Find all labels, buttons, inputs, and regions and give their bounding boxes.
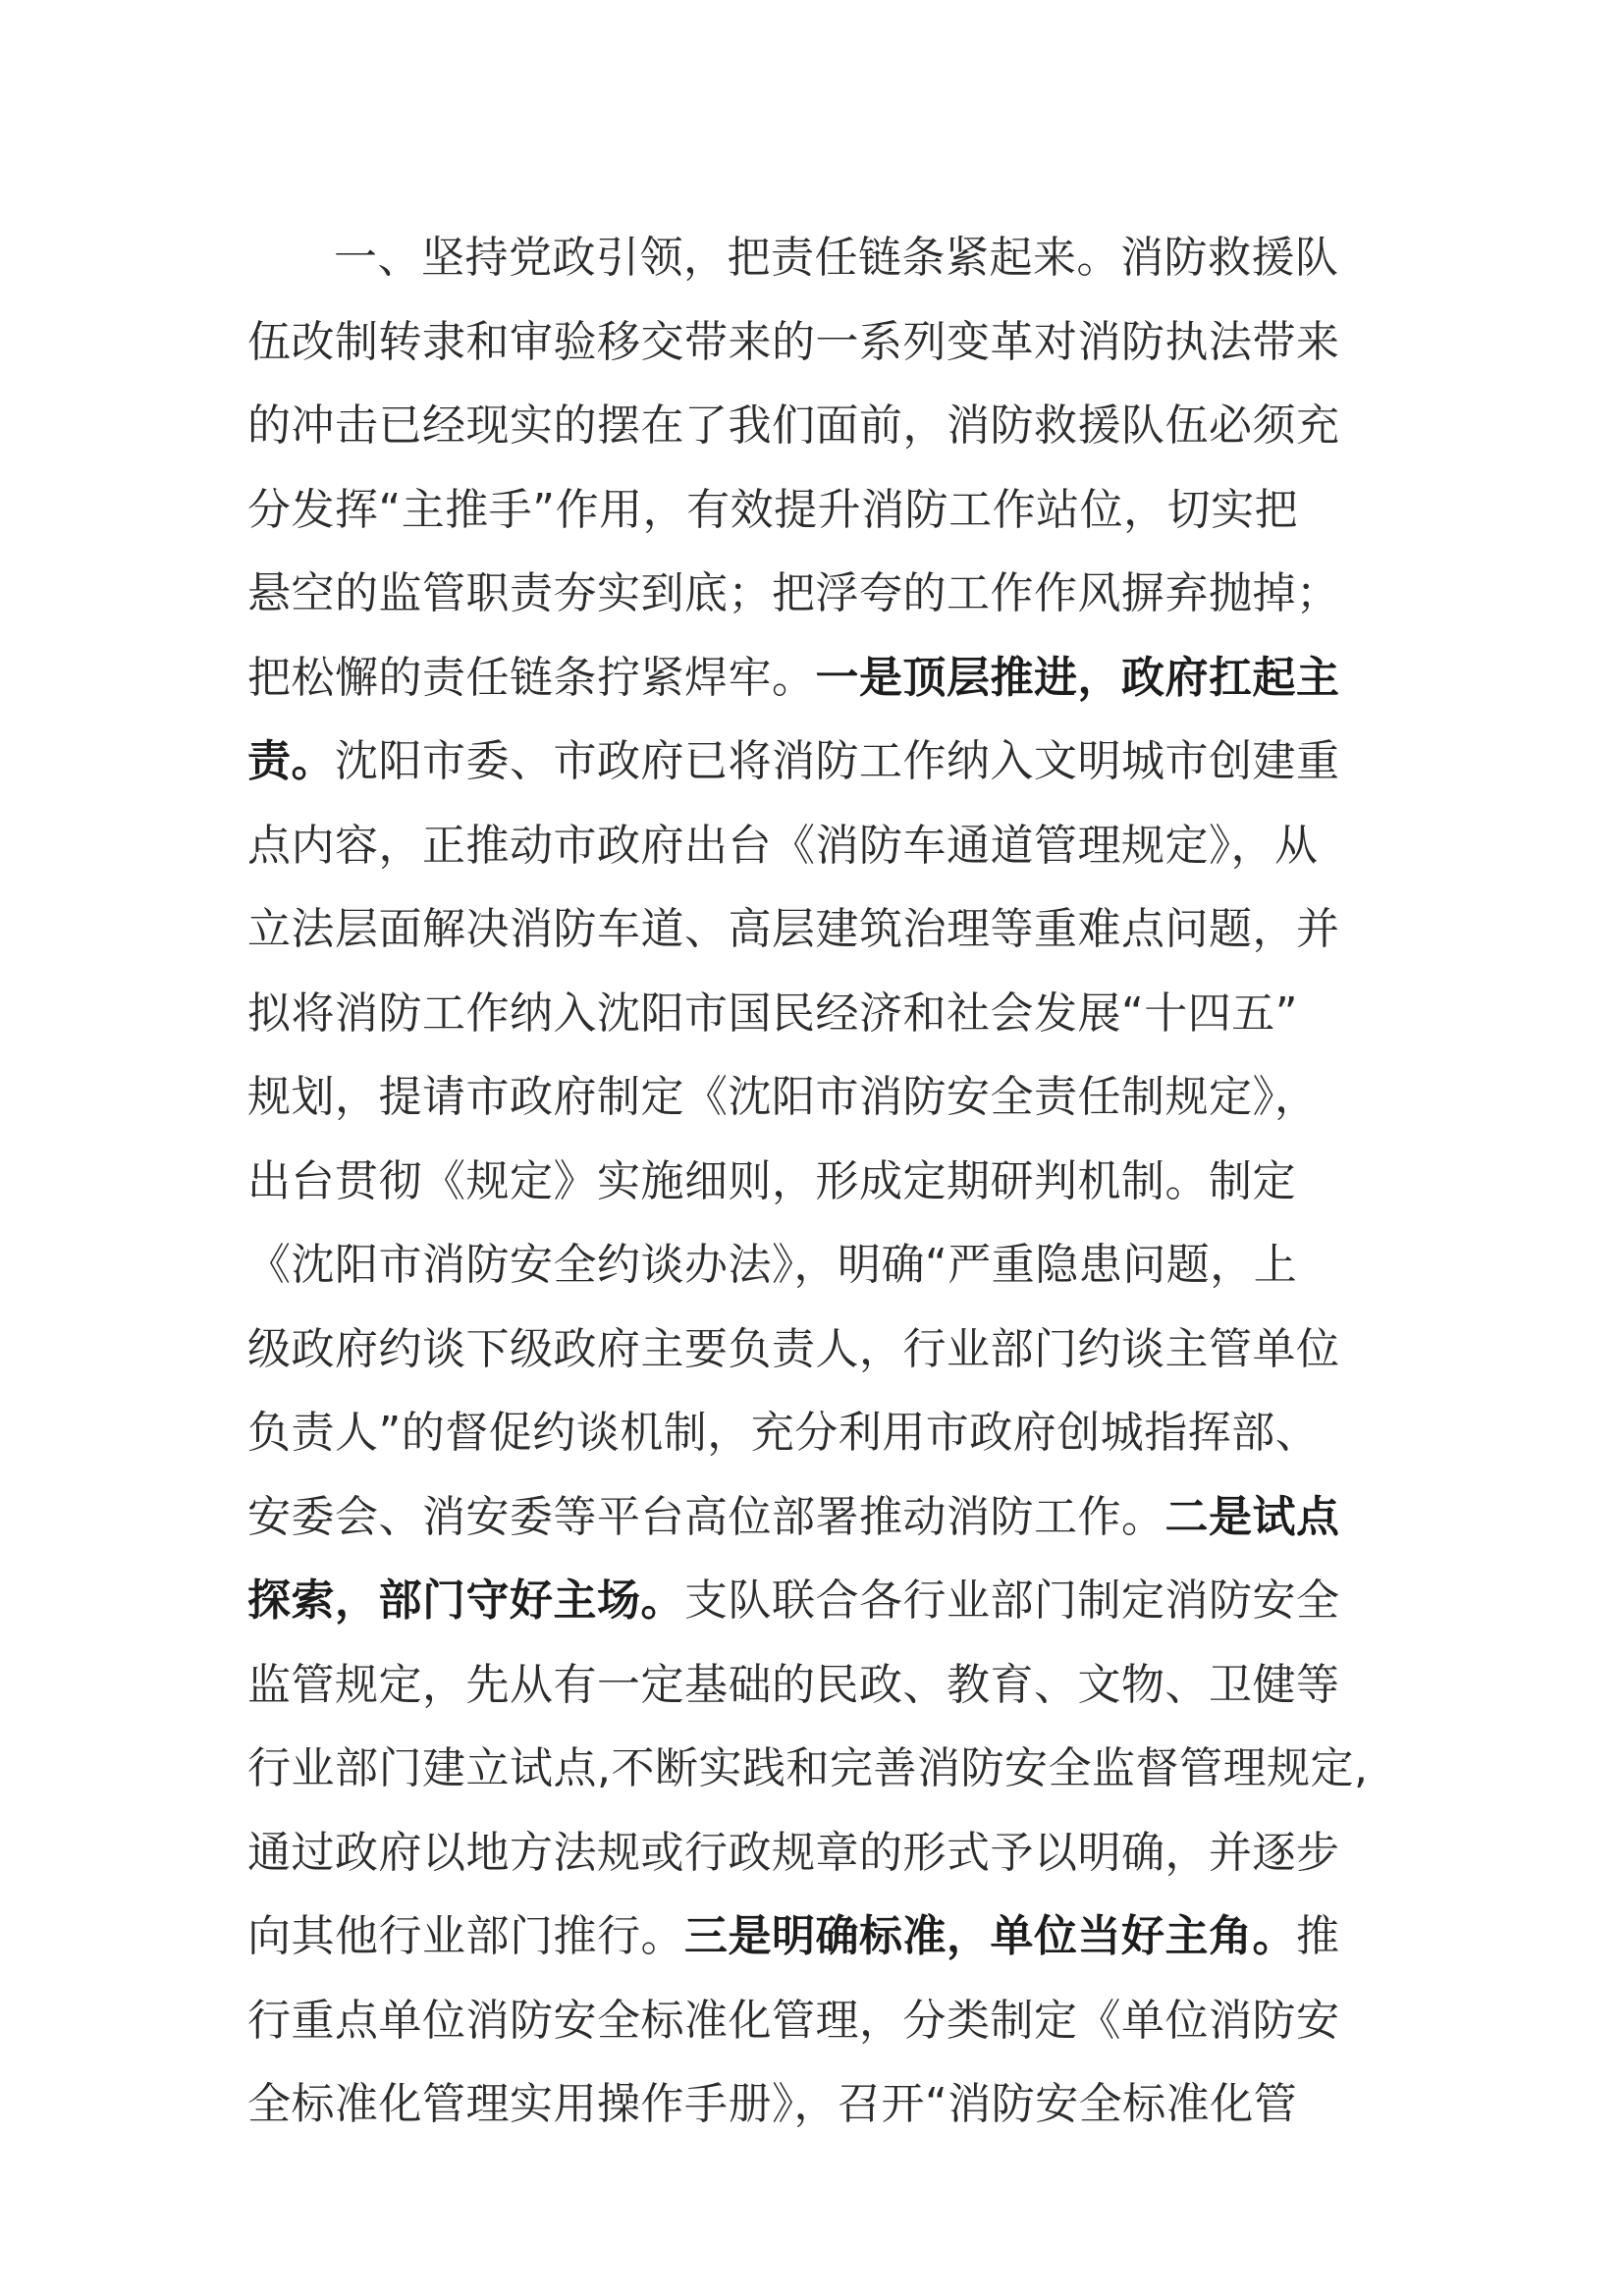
text-line <box>247 1643 1386 1728</box>
text-line <box>247 1559 1386 1643</box>
text-line <box>247 1140 1386 1224</box>
body-text: 沈阳市委、市政府已将消防工作纳入文明城市创建重 <box>335 736 1340 786</box>
body-text: 一、坚持党政引领，把责任链条紧起来。消防救援队 <box>334 233 1339 283</box>
body-text: 分发挥“主推手”作用，有效提升消防工作站位，切实把 <box>247 484 1299 535</box>
text-line <box>247 1979 1386 2063</box>
text-line <box>247 1727 1386 1811</box>
text-line <box>247 1895 1386 1979</box>
body-text: 把松懈的责任链条拧紧焊牢。 <box>247 652 816 703</box>
text-line <box>247 552 1386 636</box>
body-text: 的冲击已经现实的摆在了我们面前，消防救援队伍必须充 <box>247 400 1340 451</box>
text-line <box>247 720 1386 804</box>
body-text: 监管规定，先从有一定基础的民政、教育、文物、卫健等 <box>247 1659 1340 1710</box>
text-line <box>247 1475 1386 1560</box>
body-text: 《沈阳市消防安全约谈办法》，明确“严重隐患问题，上 <box>247 1240 1298 1290</box>
bold-heading-text: 责。 <box>247 736 335 786</box>
text-line <box>247 804 1386 888</box>
body-text: 行重点单位消防安全标准化管理，分类制定《单位消防安 <box>247 1995 1340 2046</box>
text-line <box>247 636 1386 721</box>
text-line <box>247 1223 1386 1308</box>
bold-heading-text: 探索，部门守好主场。 <box>247 1575 684 1626</box>
text-line <box>247 2062 1386 2147</box>
text-line <box>247 216 1386 300</box>
bold-heading-text: 三是明确标准，单位当好主角。 <box>684 1911 1296 1961</box>
body-text: 全标准化管理实用操作手册》，召开“消防安全标准化管 <box>247 2079 1298 2129</box>
text-line <box>247 1811 1386 1896</box>
body-text: 立法层面解决消防车道、高层建筑治理等重难点问题，并 <box>247 904 1340 954</box>
body-text: 悬空的监管职责夯实到底；把浮夸的工作作风摒弃抛掉； <box>247 568 1340 618</box>
body-text: 推 <box>1296 1911 1340 1961</box>
body-text: 出台贯彻《规定》实施细则，形成定期研判机制。制定 <box>247 1155 1296 1206</box>
text-line <box>247 384 1386 468</box>
body-paragraph <box>247 216 1386 2147</box>
body-text: 行业部门建立试点,不断实践和完善消防安全监督管理规定, <box>247 1743 1369 1793</box>
text-line <box>247 1055 1386 1140</box>
body-text: 通过政府以地方法规或行政规章的形式予以明确，并逐步 <box>247 1827 1340 1878</box>
body-text: 向其他行业部门推行。 <box>247 1911 684 1961</box>
body-text: 级政府约谈下级政府主要负责人，行业部门约谈主管单位 <box>247 1323 1340 1374</box>
body-text: 安委会、消安委等平台高位部署推动消防工作。 <box>247 1491 1165 1542</box>
text-line <box>247 972 1386 1056</box>
text-line <box>247 468 1386 553</box>
body-text: 拟将消防工作纳入沈阳市国民经济和社会发展“十四五” <box>247 988 1299 1039</box>
text-line <box>247 1308 1386 1392</box>
body-text: 规划，提请市政府制定《沈阳市消防安全责任制规定》， <box>247 1072 1319 1122</box>
text-line <box>247 887 1386 972</box>
body-text: 伍改制转隶和审验移交带来的一系列变革对消防执法带来 <box>247 316 1340 367</box>
body-text: 支队联合各行业部门制定消防安全 <box>684 1575 1340 1626</box>
text-line <box>247 300 1386 385</box>
bold-heading-text: 一是顶层推进，政府扛起主 <box>815 652 1340 703</box>
body-text: 点内容，正推动市政府出台《消防车通道管理规定》，从 <box>247 820 1319 871</box>
text-line <box>247 1391 1386 1475</box>
body-text: 负责人”的督促约谈机制，充分利用市政府创城指挥部、 <box>247 1408 1320 1458</box>
bold-heading-text: 二是试点 <box>1164 1491 1340 1542</box>
